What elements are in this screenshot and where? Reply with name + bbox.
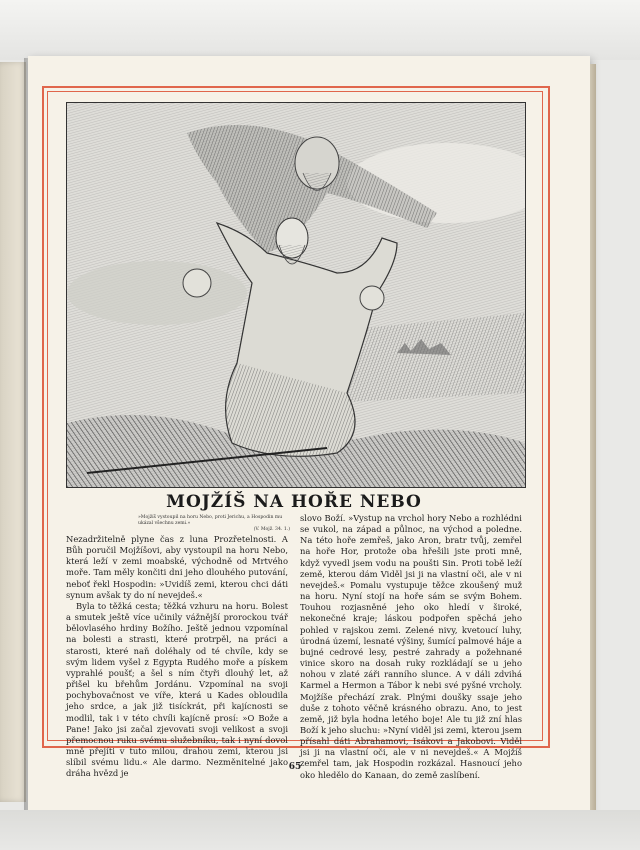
chapter-title: MOJŽÍŠ NA HOŘE NEBO <box>166 492 422 512</box>
page-edge <box>590 64 596 814</box>
cherub-right <box>360 286 384 310</box>
paragraph: Byla to těžká cesta; těžká vzhuru na horu. Bolest a smutek ještě více učinily vážnější prorockou tvář bělovlasého hrdiny Božího. Ještě jednou vzpomínal na bolesti a strasti, které protrpěl, na práci a starosti, které naň doléhaly od té chvíle, kdy se svým lidem vyšel z Egypta Rudého moře a pískem vyprahlé poušť; a šel s ním čtyři dlouhý let, až přišel ku břehům Jordánu. Vzpomínal na svoji pochybovačnost ve víře, která u Kades obloudila jeho srdce, a jak již tisíckrát, při kajícnosti se modlil, tak i v této chvíli kajícně prosí: »O Bože a Pane! Jako jsi začal zjevovati svoji velikost a svoji přemocnou ruku svému služebníku, tak i nyní dovol mně přejíti v tuto milou, drahou zemi, kterou jsi slíbil svému lidu.« Ale darmo. Nezměnitelné jako dráha hvězd je <box>66 600 288 779</box>
cloud <box>67 261 247 325</box>
paragraph: Nezadržitelně plyne čas z luna Prozřetelnosti. A Bůh poručil Mojžíšovi, aby vystoupil na horu Nebo, která leží v zemi moabské, východně od Mrtvého moře. Tam měly končiti dni jeho dlouhého putování, neboť řekl Hospodin: »Uvidíš zemi, kterou chci dáti synum avšak ty do ní nevejdeš.« <box>66 534 288 600</box>
cherub-left <box>183 269 211 297</box>
caption-reference: (V. Mojž. 34. 1.) <box>253 527 290 532</box>
background-top <box>0 0 640 60</box>
illustration-caption <box>138 515 290 533</box>
page-number: 65 <box>288 762 302 772</box>
engraving-illustration <box>66 102 526 488</box>
paragraph: slovo Boží. »Vystup na vrchol hory Nebo a rozhlédni se vukol, na západ a půlnoc, na východ a poledne. Na této hoře zemřeš, jako Aron, bratr tvůj, zemřel na hoře Hor, protože oba hřešili jste proti mně, když vyvedl jsem vodu na poušti Sin. Proti tobě leží země, kterou dám Viděl jsi ji na vlastní oči, ale v ni nevejdeš.« Pomalu vystupuje těžce zkoušený muž na horu. Nyní stojí na hoře sám se svým Bohem. Touhou rozjasněné jeho oko hledí v široké, nekonečné kraje; láskou podpořen spěchá jeho pohled v rajskou zemi. Zelené nivy, kvetoucí luhy, úrodná území, lesnaté výšiny, šumící palmové háje a bujné cedrové lesy, pestré zahrady a požehnané vinice skoro na dosah ruky rozkládají se u jeho nohou v zlaté záři ranního slunce. A v dáli zdvihá Karmel a Hermon a Tábor k nebi své pyšné vrcholy. Mojžíše přechází zrak. Plnými doušky ssaje jeho duše z tohoto věčně krásného obrazu. Ano, to jest země, již byla hodna letého boje! Ale tu již zní hlas Boží k jeho sluchu: »Nyní viděl jsi zemi, kterou jsem přísahl dáti Abrahamovi, Isákovi a Jakobovi. Viděl jsi ji na vlastní oči, ale v ni nevejdeš.« A Mojžíš zemřel tam, jak Hospodin rozkázal. Hasnoucí jeho oko hledělo do Kanaan, do země zaslíbení. <box>300 513 522 780</box>
background-bottom <box>0 810 640 850</box>
facing-page-edge <box>0 62 26 802</box>
caption-quote: »Mojžíš vystoupil na horu Nebo, proti Jerichu, a Hospodin mu ukázal všechnu zemi.« <box>138 515 283 526</box>
text-column-right <box>300 513 522 781</box>
text-column-left <box>66 534 288 779</box>
